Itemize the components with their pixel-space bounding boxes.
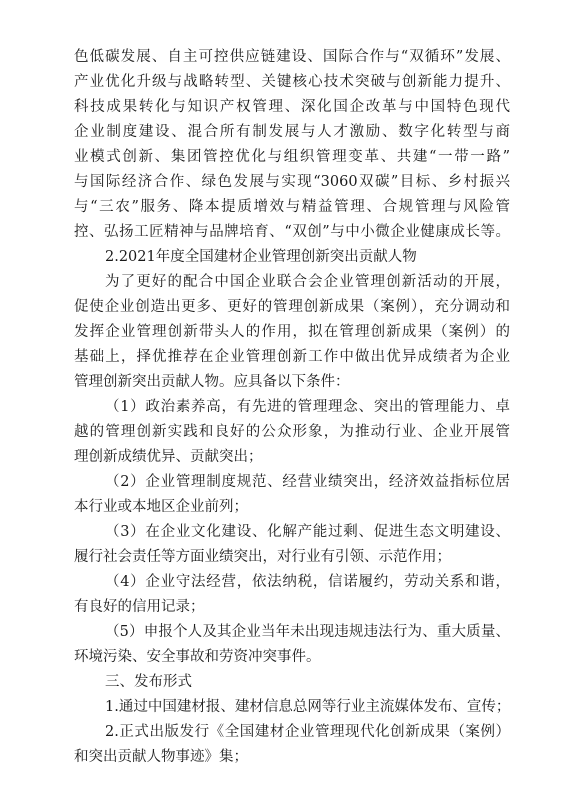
text-line: 基础上，择优推荐在企业管理创新工作中做出优异成绩者为企业 (74, 349, 510, 365)
text-line: 理创新成绩优异、贡献突出； (74, 449, 263, 465)
text-line: 与“三农”服务、降本提质增效与精益管理、合规管理与风险管 (74, 199, 510, 215)
text-line: 和突出贡献人物事迹》集； (74, 749, 248, 765)
text-line: 科技成果转化与知识产权管理、深化国企改革与中国特色现代 (74, 99, 510, 115)
text-line: 有良好的信用记录； (74, 599, 205, 615)
text-line: 越的管理创新实践和良好的公众形象，为推动行业、企业开展管 (74, 424, 510, 440)
text-line: 色低碳发展、自主可控供应链建设、国际合作与“双循环”发展、 (74, 49, 510, 65)
list-item-publish-2: 2.正式出版发行《全国建材企业管理现代化创新成果（案例） (105, 724, 510, 740)
text-line: 业模式创新、集团管控优化与组织管理变革、共建“一带一路” (74, 149, 510, 165)
text-line: 本行业或本地区企业前列； (74, 499, 248, 515)
text-line: 控、弘扬工匠精神与品牌培育、“双创”与中小微企业健康成长等。 (74, 224, 510, 240)
text-line: 发挥企业管理创新带头人的作用，拟在管理创新成果（案例）的 (74, 324, 510, 340)
list-item-3: （3）在企业文化建设、化解产能过剩、促进生态文明建设、 (105, 524, 510, 540)
list-item-4: （4）企业守法经营，依法纳税，信诺履约，劳动关系和谐， (105, 574, 510, 590)
section-heading: 2.2021年度全国建材企业管理创新突出贡献人物 (105, 249, 417, 265)
paragraph-first-line: 为了更好的配合中国企业联合会企业管理创新活动的开展， (105, 274, 510, 290)
text-line: 企业制度建设、混合所有制发展与人才激励、数字化转型与商 (74, 124, 510, 140)
text-line: 环境污染、安全事故和劳资冲突事件。 (74, 649, 321, 665)
text-line: 履行社会责任等方面业绩突出，对行业有引领、示范作用； (74, 549, 451, 565)
section-heading-publish: 三、发布形式 (105, 674, 192, 690)
list-item-publish-1: 1.通过中国建材报、建材信息总网等行业主流媒体发布、宣传； (105, 699, 510, 715)
text-line: 与国际经济合作、绿色发展与实现“3060双碳”目标、乡村振兴 (74, 174, 510, 190)
text-line: 促使企业创造出更多、更好的管理创新成果（案例），充分调动和 (74, 299, 510, 315)
text-line: 管理创新突出贡献人物。应具备以下条件： (74, 374, 350, 390)
list-item-2: （2）企业管理制度规范、经营业绩突出，经济效益指标位居 (105, 474, 510, 490)
list-item-5: （5）申报个人及其企业当年未出现违规违法行为、重大质量、 (105, 624, 510, 640)
text-line: 产业优化升级与战略转型、关键核心技术突破与创新能力提升、 (74, 74, 510, 90)
list-item-1: （1）政治素养高，有先进的管理理念、突出的管理能力、卓 (105, 399, 510, 415)
